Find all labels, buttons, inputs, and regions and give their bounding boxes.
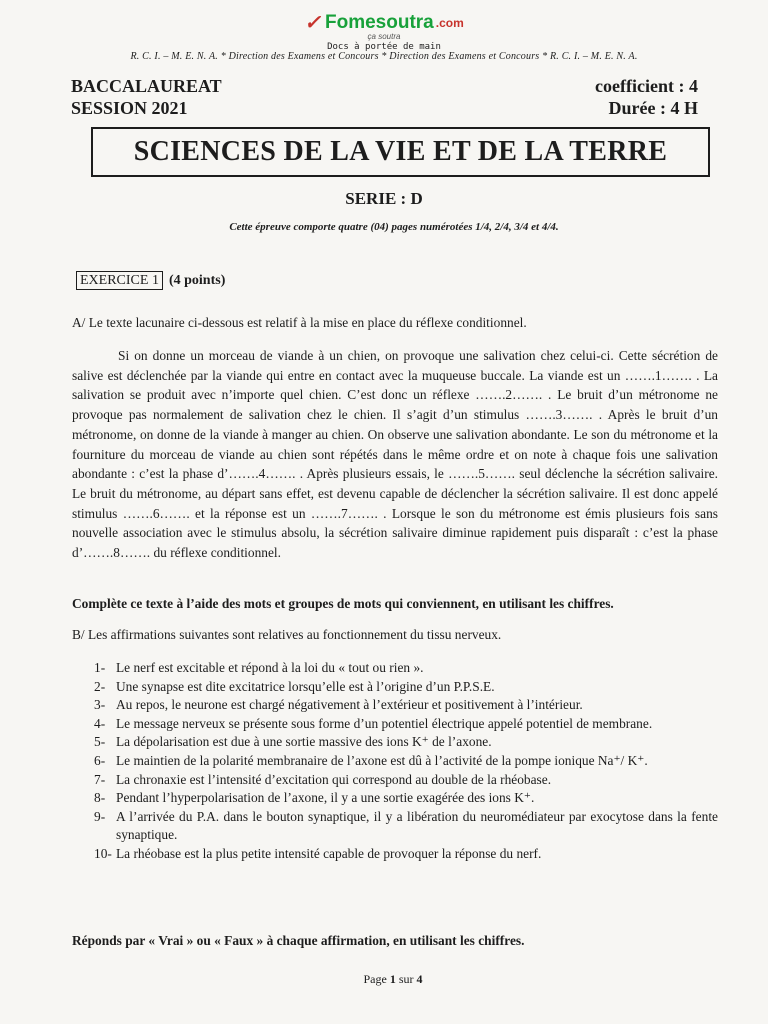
list-item (94, 752, 718, 771)
exercise-label: EXERCICE 1 (76, 271, 163, 290)
part-b-intro: B/ Les affirmations suivantes sont relatives au fonctionnement du tissu nerveux. (72, 627, 502, 642)
footer-page-mid: sur (398, 972, 414, 986)
item-number: 6- (94, 752, 106, 768)
serie-label: SERIE : D (345, 189, 423, 208)
item-text: Pendant l’hyperpolarisation de l’axone, il y a une sortie exagérée des ions K⁺. (116, 790, 535, 806)
footer-page-total: 4 (416, 972, 423, 986)
item-text: Une synapse est dite excitatrice lorsqu’elle est à l’origine d’un P.P.S.E. (116, 678, 495, 694)
footer-page-current: 1 (389, 972, 396, 986)
exam-session: SESSION 2021 (71, 98, 188, 118)
exercise-points: (4 points) (168, 272, 226, 288)
exam-info-left (71, 75, 222, 119)
logo-slogan: ça soutra (367, 32, 401, 41)
item-text: La dépolarisation est due à une sortie massive des ions K⁺ de l’axone. (116, 734, 492, 750)
footer-page-prefix: Page (363, 972, 387, 986)
item-number: 5- (94, 734, 106, 750)
list-item (94, 808, 718, 845)
item-number: 1- (94, 660, 106, 675)
item-text: La rhéobase est la plus petite intensité capable de provoquer la réponse du nerf. (116, 845, 542, 861)
item-text: A l’arrivée du P.A. dans le bouton synaptique, il y a libération du neuromédiateur par exocytose dans la fente synaptique. (116, 808, 718, 843)
subject-title: SCIENCES DE LA VIE ET DE LA TERRE (91, 127, 710, 177)
item-number: 2- (94, 678, 106, 694)
list-item (94, 845, 718, 864)
item-text: La chronaxie est l’intensité d’excitation qui correspond au double de la rhéobase. (116, 771, 552, 787)
item-number: 8- (94, 790, 106, 806)
exam-name: BACCALAUREAT (71, 76, 222, 96)
list-item (94, 715, 718, 734)
item-text: Au repos, le neurone est chargé négativement à l’extérieur et positivement à l’intérieur. (116, 697, 583, 713)
exam-duration: Durée : 4 H (608, 98, 698, 118)
exercise-heading (76, 271, 225, 290)
logo-name: Fomesoutra (325, 11, 434, 33)
part-a-paragraph: Si on donne un morceau de viande à un chien, on provoque une salivation chez celui-ci. Cette sécrétion de salive est déclenchée par la viande qui entre en contact avec la muqueuse buccale. La viande est un …….1……. . La salivation se produit avec n’importe quel chien. C’est donc un réflexe …….2……. . Le bruit d’un métronome ne provoque pas normalement de salivation chez le chien. Il s’agit d’un stimulus …….3……. . Après le bruit d’un métronome, on donne de la viande à manger au chien. On observe une salivation abondante. Le son du métronome et la fourniture du morceau de viande au chien sont répétés dans le même ordre et on note à chaque fois une salivation abondante : c’est la phase d’…….4……. . Après plusieurs essais, le …….5……. seul déclenche la sécrétion salivaire. Le bruit du métronome, au départ sans effet, est devenu capable de déclencher la sécrétion salivaire. Il est donc appelé stimulus …….6……. et la réponse est un …….7……. . Lorsque le son du métronome est émis plusieurs fois sans nouvelle association avec le stimulus absolu, la sécrétion salivaire diminue rapidement puis disparaît : c’est la phase d’…….8……. du réflexe conditionnel. (72, 348, 718, 561)
list-item (94, 733, 718, 752)
page-footer (0, 972, 768, 987)
item-number: 4- (94, 715, 106, 731)
logo-tld: .com (435, 15, 464, 30)
ministry-line: R. C. I. – M. E. N. A. * Direction des Examens et Concours * Direction des Examens et Concours * R. C. I. – M. E. N. A. (130, 51, 638, 62)
list-item (94, 678, 718, 697)
logo-mark-icon: ✓ (304, 12, 321, 34)
part-a-instruction: Complète ce texte à l’aide des mots et groupes de mots qui conviennent, en utilisant les chiffres. (72, 596, 614, 611)
item-number: 10- (94, 845, 112, 861)
item-text: Le maintien de la polarité membranaire de l’axone est dû à l’activité de la pompe ionique Na⁺/ K⁺. (116, 752, 648, 768)
item-text: Le nerf est excitable et répond à la loi du « tout ou rien ». (116, 660, 424, 675)
list-item (94, 659, 718, 678)
statements-list (94, 659, 718, 864)
list-item (94, 771, 718, 790)
item-text: Le message nerveux se présente sous forme d’un potentiel électrique appelé potentiel de membrane. (116, 715, 653, 731)
exam-info-right (595, 75, 698, 119)
item-number: 7- (94, 771, 106, 787)
part-b-instruction: Réponds par « Vrai » ou « Faux » à chaque affirmation, en utilisant les chiffres. (72, 933, 525, 948)
site-tagline: Docs à portée de main (327, 42, 441, 52)
page-count-note: Cette épreuve comporte quatre (04) pages numérotées 1/4, 2/4, 3/4 et 4/4. (229, 221, 559, 233)
exam-coefficient: coefficient : 4 (595, 76, 698, 96)
site-header (0, 10, 768, 52)
list-item (94, 696, 718, 715)
item-number: 9- (94, 808, 106, 824)
part-a-intro: A/ Le texte lacunaire ci-dessous est relatif à la mise en place du réflexe conditionnel. (72, 315, 527, 330)
list-item (94, 789, 718, 808)
item-number: 3- (94, 697, 106, 713)
